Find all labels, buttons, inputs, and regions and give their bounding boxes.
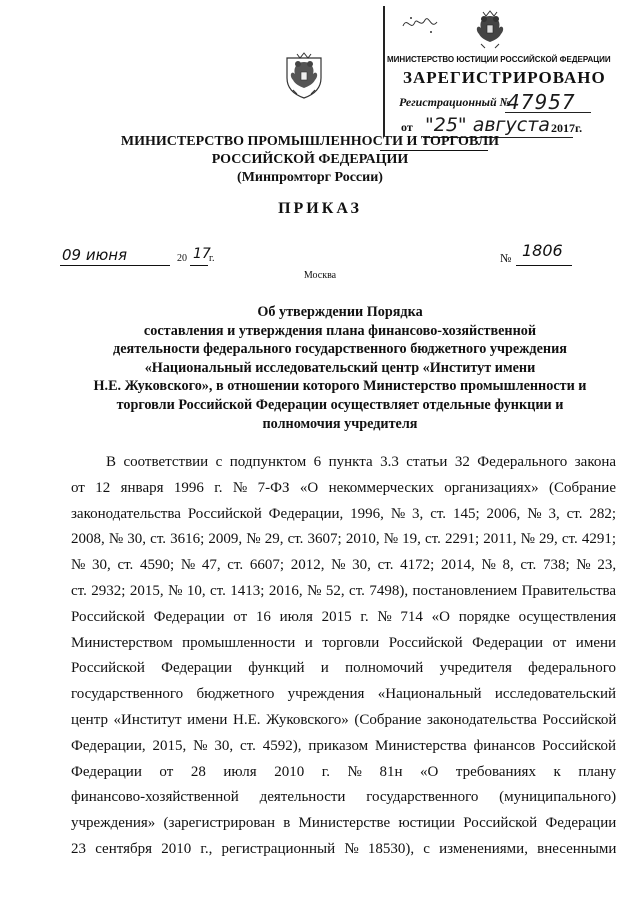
subject-line: «Национальный исследовательский центр «Институт имени	[144, 359, 536, 376]
body-line: государственного бюджетного учреждения «Национальный исследовательский	[71, 686, 616, 703]
order-date-underline	[60, 265, 170, 266]
subject-line: Н.Е. Жуковского», в отношении которого Министерство промышленности и	[93, 378, 587, 395]
order-number-sign: №	[500, 251, 512, 265]
order-number-underline	[516, 265, 572, 266]
order-title: ПРИКАЗ	[278, 200, 362, 217]
body-line: финансово-хозяйственной деятельности государственного (муниципального)	[71, 789, 617, 806]
body-line: Федерации от 28 июля 2010 г. № 81н «О требованиях к плану	[71, 763, 617, 780]
stamp-regno-value: 47957	[507, 90, 576, 114]
stamp-date-value: "25" августа	[425, 114, 550, 136]
registration-stamp	[383, 6, 611, 136]
stamp-overlap-line	[380, 150, 488, 151]
body-line: № 30, ст. 4590; № 47, ст. 6607; 2012, № 30, ст. 4172; 2014, № 8, ст. 738; № 23,	[71, 557, 617, 574]
body-line: Российской Федерации функций и полномочий учредителя федерального	[71, 660, 616, 677]
stamp-registered-label: ЗАРЕГИСТРИРОВАНО	[403, 68, 606, 87]
subject-line: деятельности федерального государственного бюджетного учреждения	[113, 341, 567, 358]
stamp-from-label: от	[401, 120, 413, 134]
stamp-scribble-mark	[401, 12, 441, 36]
stamp-ministry-name: МИНИСТЕРСТВО ЮСТИЦИИ РОССИЙСКОЙ ФЕДЕРАЦИИ	[387, 55, 611, 64]
body-line: центр «Институт имени Н.Е. Жуковского» (Собрание законодательства Российской	[71, 711, 617, 728]
ministry-short-name: (Минпромторг России)	[237, 170, 383, 185]
order-subject	[60, 303, 620, 433]
city-name: Москва	[303, 270, 337, 281]
subject-line: полномочия учредителя	[262, 415, 418, 432]
ministry-line-1: МИНИСТЕРСТВО ПРОМЫШЛЕННОСТИ И ТОРГОВЛИ	[120, 134, 500, 149]
order-year-underline	[190, 265, 208, 266]
body-line: законодательства Российской Федерации, 1996, № 3, ст. 145; 2006, № 3, ст. 282;	[71, 505, 617, 522]
stamp-regno-label: Регистрационный №	[399, 95, 511, 109]
ministry-header	[100, 133, 520, 187]
order-year-suffix: г.	[209, 253, 215, 264]
body-line: от 12 января 1996 г. № 7-ФЗ «О некоммерческих организациях» (Собрание	[71, 479, 616, 496]
subject-line: Об утверждении Порядка	[257, 304, 423, 320]
ministry-line-2: РОССИЙСКОЙ ФЕДЕРАЦИИ	[211, 152, 409, 167]
body-line: 2008, № 30, ст. 3616; 2009, № 29, ст. 3607; 2010, № 19, ст. 2291; 2011, № 29, ст. 4291;	[71, 531, 616, 548]
stamp-coat-of-arms-icon	[473, 10, 507, 52]
subject-line: торговли Российской Федерации осуществляет отдельные функции и	[116, 396, 564, 413]
body-line: Министерством промышленности и торговли Российской Федерации от имени	[71, 634, 617, 651]
body-line: Российской Федерации от 16 июля 2015 г. № 714 «О порядке осуществления	[71, 608, 617, 625]
body-line: 23 сентября 2010 г., регистрационный № 18530), с изменениями, внесенными	[71, 840, 617, 857]
order-date-handwritten: 09 июня	[62, 246, 128, 264]
order-body-paragraph	[71, 450, 616, 863]
coat-of-arms-emblem	[283, 50, 325, 100]
body-line: Федерации, 2015, № 30, ст. 4592), приказом Министерства финансов Российской	[71, 737, 616, 754]
body-line: ст. 2932; 2015, № 10, ст. 1413; 2016, № 52, ст. 7498), постановлением Правительства	[71, 582, 617, 599]
stamp-date-suffix: 2017г.	[551, 121, 583, 135]
subject-line: составления и утверждения плана финансово-хозяйственной	[143, 322, 537, 339]
order-year-prefix: 20	[177, 253, 187, 264]
body-line: учреждения» (зарегистрирован в Министерстве юстиции Российской Федерации	[71, 815, 617, 832]
stamp-regno-underline	[505, 112, 591, 113]
order-number-handwritten: 1806	[522, 241, 563, 260]
body-line: В соответствии с подпунктом 6 пункта 3.3 статьи 32 Федерального закона	[106, 454, 617, 470]
order-year-handwritten: 17	[193, 246, 211, 262]
